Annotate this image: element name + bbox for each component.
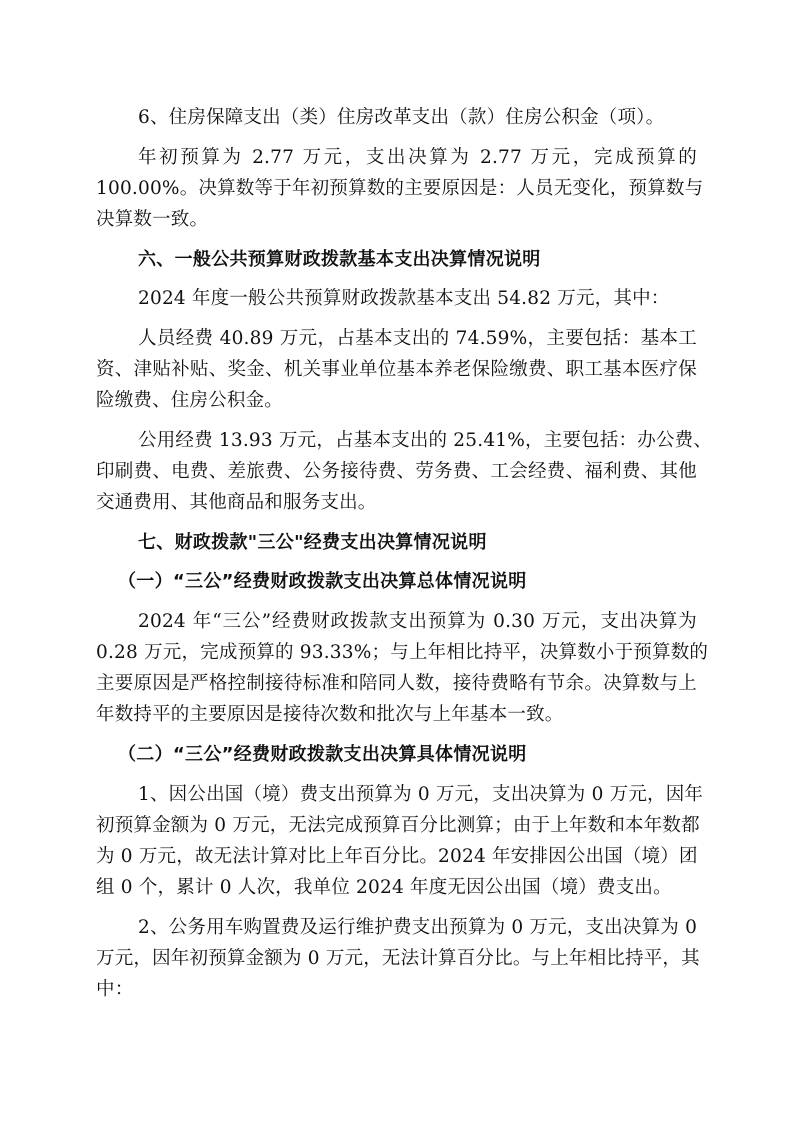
personnel-funds-line-3: 险缴费、住房公积金。 — [96, 390, 284, 411]
section-7-title: 七、财政拨款"三公"经费支出决算情况说明 — [138, 532, 487, 553]
section-7-subheading-1: （一）“三公”经费财政拨款支出决算总体情况说明 — [118, 571, 527, 592]
overseas-line-4: 组 0 个，累计 0 人次，我单位 2024 年度无因公出国（境）费支出。 — [96, 877, 672, 898]
overall-line-2: 0.28 万元，完成预算的 93.33%；与上年相比持平，决算数小于预算数的 — [96, 642, 709, 663]
personnel-funds-line-2: 资、津贴补贴、奖金、机关事业单位基本养老保险缴费、职工基本医疗保 — [96, 359, 697, 380]
personnel-funds-line-1: 人员经费 40.89 万元，占基本支出的 74.59%，主要包括：基本工 — [138, 328, 697, 349]
item-6-line-1: 年初预算为 2.77 万元，支出决算为 2.77 万元，完成预算的 — [138, 147, 697, 168]
vehicle-line-3: 中： — [96, 979, 134, 1000]
item-6-heading: 6、住房保障支出（类）住房改革支出（款）住房公积金（项）。 — [138, 107, 665, 128]
section-6-title: 六、一般公共预算财政拨款基本支出决算情况说明 — [138, 249, 541, 270]
overall-line-1: 2024 年“三公”经费财政拨款支出预算为 0.30 万元，支出决算为 — [138, 611, 697, 632]
vehicle-line-2: 万元，因年初预算金额为 0 万元，无法计算百分比。与上年相比持平，其 — [96, 948, 700, 969]
item-6-line-2: 100.00%。决算数等于年初预算数的主要原因是：人员无变化，预算数与 — [96, 178, 704, 199]
vehicle-line-1: 2、公务用车购置费及运行维护费支出预算为 0 万元，支出决算为 0 — [138, 917, 698, 938]
overseas-line-3: 为 0 万元，故无法计算对比上年百分比。2024 年安排因公出国（境）团 — [96, 846, 698, 867]
overall-line-3: 主要原因是严格控制接待标准和陪同人数，接待费略有节余。决算数与上 — [96, 673, 697, 694]
section-7-subheading-2: （二）“三公”经费财政拨款支出决算具体情况说明 — [118, 744, 527, 765]
public-funds-line-1: 公用经费 13.93 万元，占基本支出的 25.41%，主要包括：办公费、 — [138, 430, 713, 451]
overall-line-4: 年数持平的主要原因是接待次数和批次与上年基本一致。 — [96, 704, 564, 725]
overseas-line-1: 1、因公出国（境）费支出预算为 0 万元，支出决算为 0 万元，因年 — [138, 784, 704, 805]
section-6-intro: 2024 年度一般公共预算财政拨款基本支出 54.82 万元，其中： — [138, 288, 670, 309]
overseas-line-2: 初预算金额为 0 万元，无法完成预算百分比测算；由于上年数和本年数都 — [96, 815, 700, 836]
public-funds-line-2: 印刷费、电费、差旅费、公务接待费、劳务费、工会经费、福利费、其他 — [96, 461, 697, 482]
item-6-line-3: 决算数一致。 — [96, 209, 209, 230]
public-funds-line-3: 交通费用、其他商品和服务支出。 — [96, 492, 377, 513]
